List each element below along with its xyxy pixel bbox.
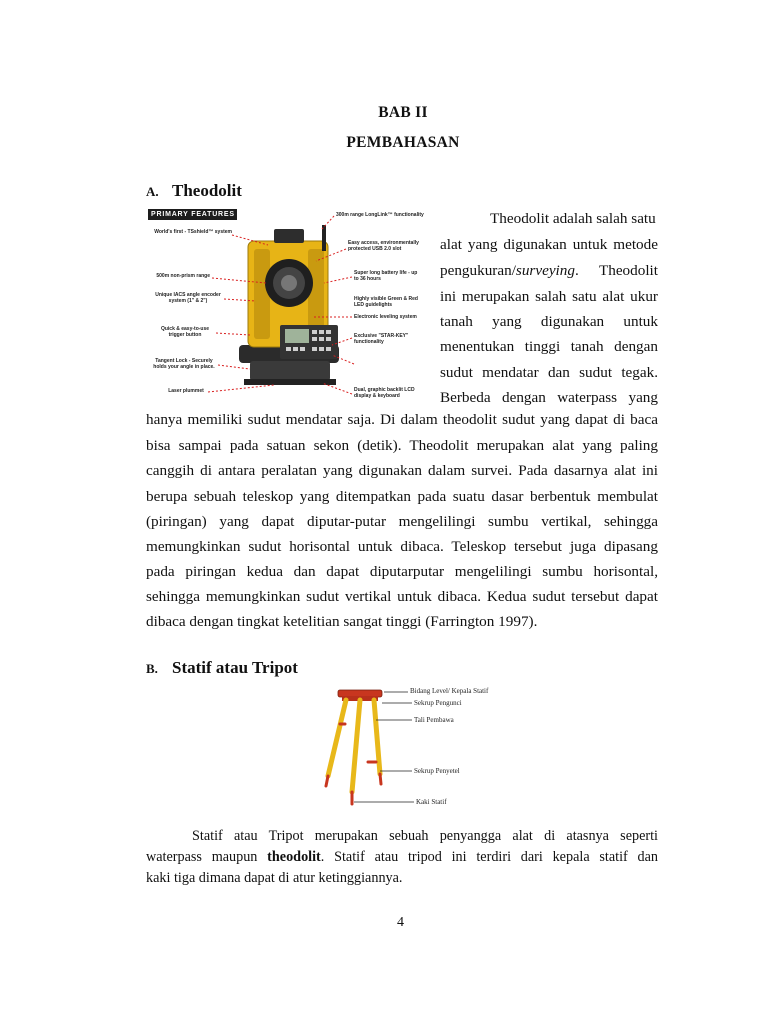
para-line: (piringan) yang dapat diputar-putar mengelilingi sumbu vertikal, sehingga (146, 513, 658, 530)
feature-label-left: Tangent Lock - Securely holds your angle in place. (153, 358, 215, 370)
para-line: waterpass maupun theodolit. Statif atau tripod ini terdiri dari kepala statif dan (146, 849, 658, 865)
feature-label-right: Exclusive "STAR-KEY" functionality (354, 333, 409, 345)
para-line: Theodolit adalah salah satu (490, 210, 656, 227)
chapter-title: PEMBAHASAN (346, 134, 460, 151)
para-line: bisa sampai pada satuan sekon (detik). Theodolit merupakan alat yang paling (146, 437, 658, 454)
para-line: memungkinkan sudut horisontal untuk dibaca. Teleskop tersebut juga dipasang (146, 538, 658, 555)
tripod-figure (316, 684, 516, 812)
para-line: tanah yang digunakan untuk (440, 313, 658, 330)
chapter-number: BAB II (378, 104, 428, 121)
feature-label-right: Electronic leveling system (354, 314, 417, 320)
section-b-title: Statif atau Tripot (172, 658, 298, 677)
feature-label-right: Highly visible Green & Red LED guidelights (354, 296, 418, 308)
para-line: pengukuran/surveying. Theodolit (440, 262, 658, 279)
feature-label-right: Super long battery life - up to 36 hours (354, 270, 418, 282)
feature-label-left: World's first - TSshield™ system (154, 229, 232, 235)
para-line: canggih di antara peralatan yang digunakan dalam survei. Pada dasarnya alat ini (146, 462, 658, 479)
feature-label-right: Easy access, environmentally protected USB 2.0 slot (348, 240, 419, 252)
para-line: Statif atau Tripot merupakan sebuah penyangga alat di atasnya seperti (192, 828, 658, 844)
page-number: 4 (397, 915, 404, 930)
para-line: alat yang digunakan untuk metode (440, 236, 658, 253)
para-line: menentukan tinggi tanah dengan (440, 338, 658, 355)
tripod-label: Tali Pembawa (414, 716, 454, 724)
para-line: sehingga memungkinkan sudut vertikal untuk dibaca. Kedua sudut tersebut dapat (146, 588, 658, 605)
primary-features-banner: PRIMARY FEATURES (148, 209, 237, 220)
section-b-heading (146, 658, 298, 678)
section-a-letter: A. (146, 184, 159, 199)
para-line: dibaca dengan tingkat ketelitian sangat tinggi (Farrington 1997). (146, 613, 538, 630)
section-b-letter: B. (146, 661, 158, 676)
para-line: sudut mendatar dan sudut tegak. (440, 364, 658, 381)
para-line: Berbeda dengan waterpass yang (440, 389, 658, 406)
para-line: hanya memiliki sudut mendatar saja. Di dalam theodolit sudut yang dapat di baca (146, 411, 658, 428)
para-line: pada piringan kedua dan dapat diputarputar mengelilingi sumbu horisontal, (146, 563, 658, 580)
tripod-label: Kaki Statif (416, 798, 447, 806)
theodolite-figure (146, 205, 431, 401)
feature-label-left: Quick & easy-to-use trigger button (160, 326, 210, 338)
feature-label-left: Laser plummet (168, 388, 204, 394)
para-line: kaki tiga dimana dapat di atur ketinggiannya. (146, 870, 403, 886)
para-line: berupa sebuah teleskop yang ditempatkan pada suatu dasar berbentuk membulat (146, 488, 658, 505)
feature-label-right: Dual, graphic backlit LCD display & keyboard (354, 387, 415, 399)
section-a-heading (146, 181, 242, 201)
feature-label-right: 300m range LongLink™ functionality (336, 212, 424, 218)
feature-label-left: 500m non-prism range (156, 273, 210, 279)
tripod-label: Sekrup Pengunci (414, 699, 462, 707)
tripod-label: Sekrup Penyetel (414, 767, 460, 775)
tripod-label: Bidang Level/ Kepala Statif (410, 687, 489, 695)
section-a-title: Theodolit (172, 181, 242, 200)
para-line: ini merupakan salah satu alat ukur (440, 288, 658, 305)
feature-label-left: Unique IACS angle encoder system (1" & 2") (155, 292, 221, 304)
